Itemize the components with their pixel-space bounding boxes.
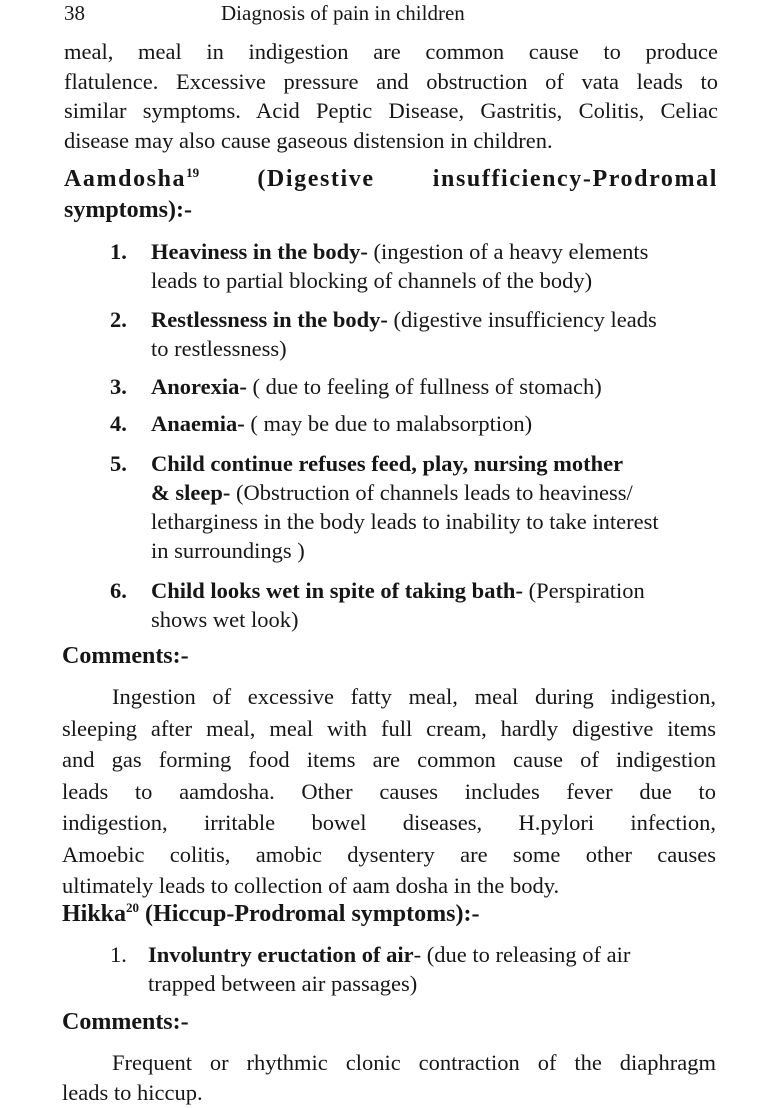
heading-text: (Digestive insufficiency-Prodromal (199, 166, 718, 192)
item-term-continued: & sleep- (151, 480, 231, 505)
item-term: Anorexia- (151, 374, 247, 399)
heading-term: Hikka (62, 901, 127, 927)
list-number: 3. (110, 374, 127, 399)
item-description: ( may be due to malabsorption) (244, 411, 533, 436)
text-line: Frequent or rhythmic clonic contraction of the diaphragm (112, 1050, 716, 1075)
text-line: flatulence. Excessive pressure and obstruction of vata leads to (64, 68, 718, 94)
running-header (64, 0, 724, 28)
list-number: 5. (110, 451, 127, 476)
page-number: 38 (64, 1, 85, 25)
list-number: 1. (110, 239, 127, 264)
item-term: Anaemia- (151, 411, 245, 436)
text-line: shows wet look) (151, 607, 299, 632)
list-number: 6. (110, 578, 127, 603)
section-heading-hikka (62, 899, 716, 930)
text-line: in surroundings ) (151, 538, 305, 563)
item-term: Child looks wet in spite of taking bath- (151, 578, 523, 603)
heading-text-line2: symptoms):- (64, 197, 192, 223)
item-term: Restlessness in the body- (151, 307, 388, 332)
text-line: trapped between air passages) (148, 971, 418, 996)
comments-heading: Comments:- (62, 1009, 189, 1035)
heading-text: (Hiccup-Prodromal symptoms):- (139, 901, 480, 927)
comments-paragraph (62, 681, 716, 902)
item-term: Heaviness in the body- (151, 239, 368, 264)
text-line: Ingestion of excessive fatty meal, meal during indigestion, (112, 684, 716, 709)
item-term: Involuntry eructation of air (148, 942, 414, 967)
text-line: and gas forming food items are common cause of indigestion (62, 747, 716, 772)
item-description: (Obstruction of channels leads to heaviness/ (230, 480, 633, 505)
reference-superscript: 19 (186, 165, 200, 180)
text-line: disease may also cause gaseous distension in children. (64, 127, 553, 153)
text-line: letharginess in the body leads to inability to take interest (151, 509, 659, 534)
intro-paragraph (64, 37, 718, 155)
running-title: Diagnosis of pain in children (221, 1, 465, 25)
heading-term: Aamdosha (64, 166, 187, 192)
comments-paragraph (62, 1048, 716, 1108)
section-heading-aamdosha (64, 164, 718, 226)
item-description: ( due to feeling of fullness of stomach) (246, 374, 602, 399)
item-description: - (due to releasing of air (413, 942, 631, 967)
list-number: 2. (110, 307, 127, 332)
item-description: (Perspiration (522, 578, 645, 603)
item-description: (digestive insufficiency leads (387, 307, 657, 332)
text-line: sleeping after meal, meal with full cream, hardly digestive items (62, 715, 716, 741)
text-line: Amoebic colitis, amobic dysentery are some other causes (62, 841, 716, 867)
list-number: 1. (110, 942, 127, 967)
text-line: to restlessness) (151, 336, 287, 361)
text-line: similar symptoms. Acid Peptic Disease, Gastritis, Colitis, Celiac (64, 98, 718, 123)
item-description: (ingestion of a heavy elements (367, 239, 649, 264)
text-line: leads to partial blocking of channels of the body) (151, 268, 593, 293)
text-line: meal, meal in indigestion are common cause to produce (64, 39, 718, 64)
text-line: indigestion, irritable bowel diseases, H.pylori infection, (62, 810, 716, 835)
comments-heading: Comments:- (62, 643, 189, 669)
list-number: 4. (110, 411, 127, 436)
item-term: Child continue refuses feed, play, nursing mother (151, 451, 624, 476)
text-line: leads to aamdosha. Other causes includes fever due to (62, 778, 716, 804)
reference-superscript: 20 (126, 900, 140, 915)
text-line: ultimately leads to collection of aam dosha in the body. (62, 873, 560, 898)
text-line: leads to hiccup. (62, 1080, 203, 1105)
